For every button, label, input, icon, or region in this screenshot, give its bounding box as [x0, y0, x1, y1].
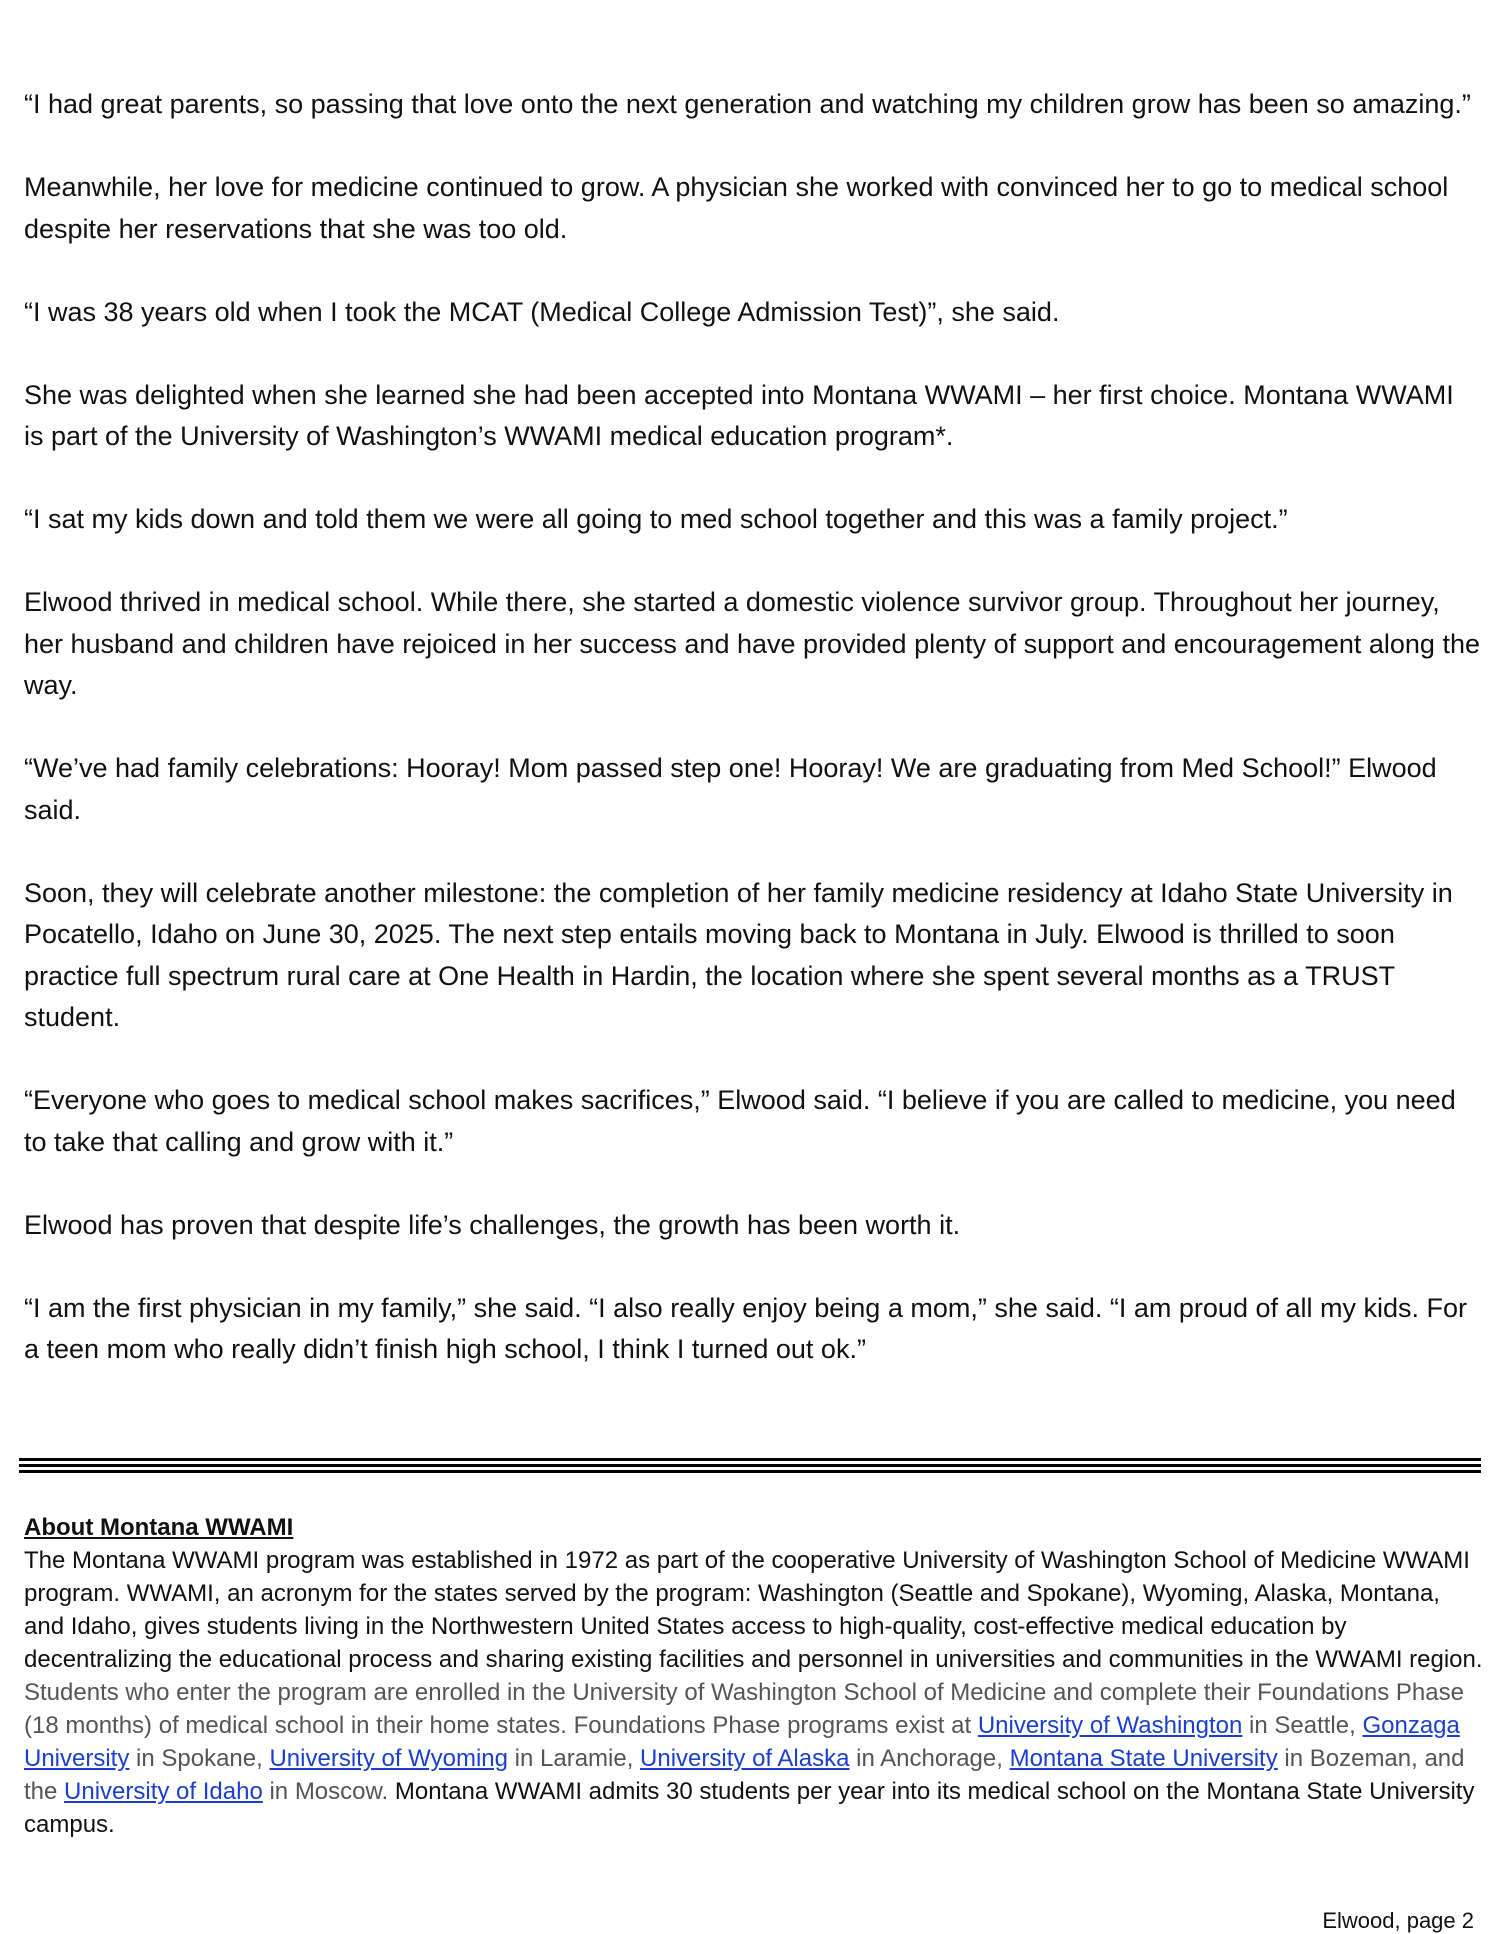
link-university-of-idaho[interactable]: University of Idaho — [64, 1778, 263, 1805]
section-divider — [19, 1458, 1481, 1473]
about-heading: About Montana WWAMI — [24, 1514, 294, 1541]
about-text — [24, 1544, 1484, 1841]
article-body — [24, 84, 1480, 1412]
page-footer: Elwood, page 2 — [1322, 1908, 1474, 1933]
link-gonzaga-university[interactable]: Gonzaga University — [24, 1712, 1460, 1772]
paragraph: “I am the first physician in my family,” she said. “I also really enjoy being a mom,” she said. “I am proud of all my kids. For a teen mom who really didn’t finish high school, I think I turned out ok.” — [24, 1292, 1468, 1364]
paragraph: Elwood thrived in medical school. While there, she started a domestic violence survivor group. Throughout her journey, her husband and children have rejoiced in her success and have provided plenty of support and encouragement along the way. — [24, 587, 1480, 700]
paragraph: “I had great parents, so passing that love onto the next generation and watching my children grow has been so amazing.” — [24, 89, 1471, 119]
paragraph: “I sat my kids down and told them we were all going to med school together and this was a family project.” — [24, 504, 1288, 534]
about-gray-text: Students who enter the program are enrolled in the University of Washington School of Medicine and complete their Foundations Phase (18 months) of medical school in their home states. Foundations Phase programs exist at University of Washington in Seattle, Gonzaga University in Spokane, University of Wyoming in Laramie, University of Alaska in Anchorage, Montana State University in Bozeman, and the University of Idaho in Moscow. — [24, 1679, 1465, 1805]
paragraph: Meanwhile, her love for medicine continued to grow. A physician she worked with convinced her to go to medical school despite her reservations that she was too old. — [24, 172, 1449, 244]
about-section — [24, 1511, 1484, 1841]
link-university-of-washington[interactable]: University of Washington — [977, 1712, 1243, 1739]
about-intro: The Montana WWAMI program was established in 1972 as part of the cooperative University of Washington School of Medicine WWAMI program. WWAMI, an acronym for the states served by the program: Washington (Seattle and Spokane), Wyoming, Alaska, Montana, and Idaho, gives students living in the Northwestern United States access to high-quality, cost-effective medical education by decentralizing the educational process and sharing existing facilities and personnel in universities and communities in the WWAMI region. — [24, 1547, 1483, 1673]
paragraph: “We’ve had family celebrations: Hooray! Mom passed step one! Hooray! We are graduating from Med School!” Elwood said. — [24, 753, 1437, 825]
link-university-of-alaska[interactable]: University of Alaska — [640, 1745, 850, 1772]
link-montana-state-university[interactable]: Montana State University — [1009, 1745, 1278, 1772]
paragraph: She was delighted when she learned she had been accepted into Montana WWAMI – her first choice. Montana WWAMI is part of the University of Washington’s WWAMI medical education program*. — [24, 379, 1454, 451]
paragraph: “Everyone who goes to medical school makes sacrifices,” Elwood said. “I believe if you are called to medicine, you need to take that calling and grow with it.” — [24, 1085, 1456, 1157]
link-university-of-wyoming[interactable]: University of Wyoming — [269, 1745, 508, 1772]
paragraph: Elwood has proven that despite life’s challenges, the growth has been worth it. — [24, 1209, 961, 1240]
about-closing: Montana WWAMI admits 30 students per year into its medical school on the Montana State University campus. — [24, 1778, 1475, 1838]
paragraph: “I was 38 years old when I took the MCAT (Medical College Admission Test)”, she said. — [24, 296, 1060, 327]
paragraph: Soon, they will celebrate another milestone: the completion of her family medicine residency at Idaho State University in Pocatello, Idaho on June 30, 2025. The next step entails moving back to Montana in July. Elwood is thrilled to soon practice full spectrum rural care at One Health in Hardin, the location where she spent several months as a TRUST student. — [24, 877, 1453, 1032]
